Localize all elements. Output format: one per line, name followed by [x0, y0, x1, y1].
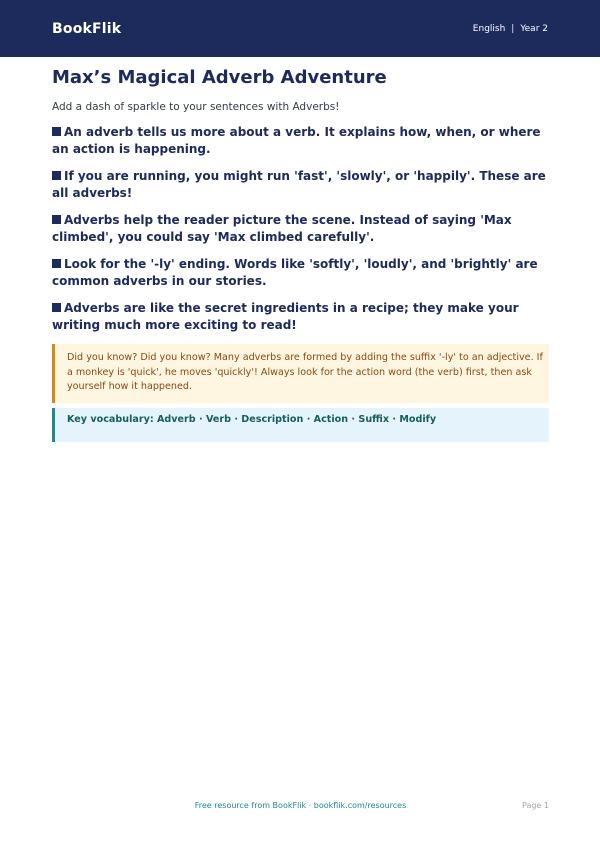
top-header-bar [0, 0, 600, 57]
main-content [52, 64, 549, 442]
list-item [52, 124, 549, 158]
did-you-know-callout: Did you know? Did you know? Many adverbs are formed by adding the suffix '-ly' to an adjective. If a monkey is 'quick', he moves 'quickly'! Always look for the action word (the verb) first, then ask yourself how it happened. [52, 344, 549, 403]
list-item [52, 300, 549, 334]
year-label: Year 2 [520, 23, 548, 34]
list-item [52, 256, 549, 290]
point-text: Adverbs help the reader picture the scene. Instead of saying 'Max climbed', you could say 'Max climbed carefully'. [52, 213, 512, 244]
footer-credit-link[interactable]: Free resource from BookFlik · bookflik.com/resources [194, 801, 407, 810]
page-number: Page 1 [522, 801, 549, 810]
point-text: Look for the '-ly' ending. Words like 'softly', 'loudly', and 'brightly' are common adverbs in our stories. [52, 257, 538, 288]
square-bullet-icon [52, 171, 61, 180]
key-points-list [52, 124, 549, 334]
list-item [52, 168, 549, 202]
square-bullet-icon [52, 215, 61, 224]
meta-separator: | [511, 23, 515, 34]
point-text: Adverbs are like the secret ingredients in a recipe; they make your writing much more exciting to read! [52, 301, 519, 332]
list-item [52, 212, 549, 246]
brand-logo-text[interactable]: BookFlik [52, 20, 122, 37]
square-bullet-icon [52, 259, 61, 268]
key-vocabulary-box: Key vocabulary: Adverb · Verb · Description · Action · Suffix · Modify [52, 408, 549, 442]
point-text: An adverb tells us more about a verb. It explains how, when, or where an action is happening. [52, 125, 541, 156]
page-title: Max’s Magical Adverb Adventure [52, 67, 387, 88]
point-text: If you are running, you might run 'fast', 'slowly', or 'happily'. These are all adverbs! [52, 169, 546, 200]
header-meta [473, 24, 548, 34]
subject-label: English [472, 23, 506, 34]
page-subtitle: Add a dash of sparkle to your sentences with Adverbs! [52, 101, 340, 113]
page-footer [52, 801, 549, 815]
square-bullet-icon [52, 127, 61, 136]
square-bullet-icon [52, 303, 61, 312]
